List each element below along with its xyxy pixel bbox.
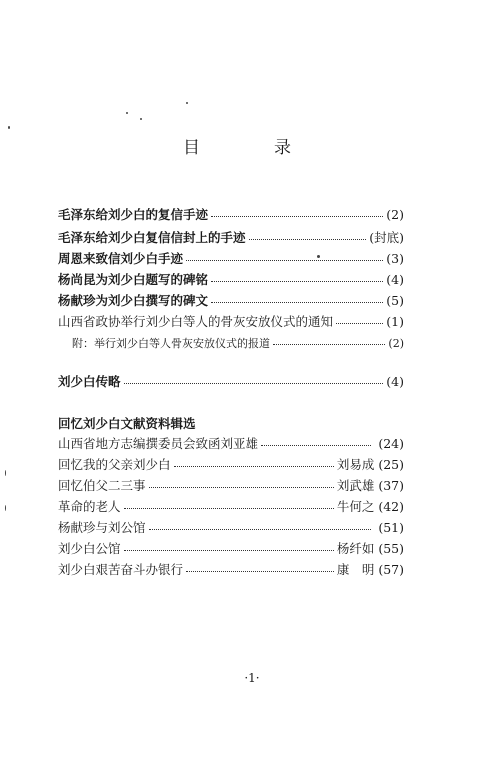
entry-title: 革命的老人 xyxy=(58,499,121,514)
leader-dots xyxy=(149,475,334,488)
title-char-left: 目 xyxy=(183,138,200,158)
entry-title: 刘少白传略 xyxy=(58,374,121,389)
toc-entry xyxy=(58,498,404,514)
leader-dots xyxy=(174,454,334,467)
entry-page: (57) xyxy=(378,562,404,577)
scan-speck xyxy=(5,505,6,511)
leader-dots xyxy=(124,538,334,551)
entry-page: (42) xyxy=(378,499,404,514)
toc-entry xyxy=(58,435,404,451)
entry-title: 回忆伯父二三事 xyxy=(58,478,146,493)
page-number: ·1· xyxy=(244,671,260,685)
entry-title: 回忆我的父亲刘少白 xyxy=(58,457,171,472)
leader-dots xyxy=(124,371,384,384)
entry-page: (5) xyxy=(386,293,404,308)
entry-page: (2) xyxy=(388,337,404,350)
entry-page: (24) xyxy=(378,436,404,451)
toc-entry xyxy=(58,477,404,493)
toc-entry xyxy=(58,456,404,472)
toc-entry xyxy=(58,271,404,287)
scan-speck xyxy=(5,470,6,476)
entry-author: 刘武雄 xyxy=(336,478,375,493)
leader-dots xyxy=(149,517,372,530)
toc-entry xyxy=(58,229,404,245)
toc-title xyxy=(0,133,504,158)
entry-page: (51) xyxy=(378,520,404,535)
toc-entry-biography xyxy=(58,373,404,389)
title-char-right: 录 xyxy=(274,138,291,158)
leader-dots xyxy=(336,311,383,324)
leader-dots xyxy=(186,248,383,261)
entry-page: (2) xyxy=(386,207,404,222)
leader-dots xyxy=(249,227,367,240)
entry-page: (封底) xyxy=(369,230,404,245)
entry-author: 牛何之 xyxy=(336,499,375,514)
scan-speck xyxy=(186,102,188,104)
scan-speck xyxy=(140,118,142,120)
entry-title: 刘少白艰苦奋斗办银行 xyxy=(58,562,184,577)
toc-entry xyxy=(58,206,404,222)
entry-page: (55) xyxy=(378,541,404,556)
toc-entry xyxy=(58,561,404,577)
toc-entry xyxy=(58,292,404,308)
entry-author: 康 明 xyxy=(336,562,375,577)
toc-entry xyxy=(58,250,404,266)
toc-entry-appendix xyxy=(72,334,404,350)
toc-entry xyxy=(58,313,404,329)
entry-author: 刘易成 xyxy=(336,457,375,472)
scan-speck xyxy=(317,255,320,258)
leader-dots xyxy=(211,204,383,217)
entry-title: 山西省政协举行刘少白等人的骨灰安放仪式的通知 xyxy=(58,314,334,329)
toc-entry xyxy=(58,519,404,535)
entry-title: 刘少白公馆 xyxy=(58,541,121,556)
scan-speck xyxy=(8,126,10,129)
leader-dots xyxy=(124,496,334,509)
entry-title: 杨献珍为刘少白撰写的碑文 xyxy=(58,293,209,308)
entry-title: 杨尚昆为刘少白题写的碑铭 xyxy=(58,272,209,287)
scan-speck xyxy=(126,112,128,114)
entry-page: (25) xyxy=(378,457,404,472)
section-heading: 回忆刘少白文献资料辑选 xyxy=(58,416,196,431)
entry-title: 山西省地方志编撰委员会致函刘亚雄 xyxy=(58,436,259,451)
entry-page: (3) xyxy=(386,251,404,266)
entry-page: (4) xyxy=(386,374,404,389)
entry-title: 杨献珍与刘公馆 xyxy=(58,520,146,535)
entry-title: 周恩来致信刘少白手迹 xyxy=(58,251,184,266)
entry-page: (4) xyxy=(386,272,404,287)
entry-title: 毛泽东给刘少白的复信手迹 xyxy=(58,207,209,222)
entry-title: 附：举行刘少白等人骨灰安放仪式的报道 xyxy=(72,337,270,350)
leader-dots xyxy=(211,269,383,282)
entry-title: 毛泽东给刘少白复信信封上的手迹 xyxy=(58,230,246,245)
leader-dots xyxy=(273,332,385,345)
leader-dots xyxy=(261,433,371,446)
leader-dots xyxy=(211,290,383,303)
leader-dots xyxy=(186,559,334,572)
entry-page: (1) xyxy=(386,314,404,329)
entry-page: (37) xyxy=(378,478,404,493)
toc-entry xyxy=(58,540,404,556)
entry-author: 杨纤如 xyxy=(336,541,375,556)
